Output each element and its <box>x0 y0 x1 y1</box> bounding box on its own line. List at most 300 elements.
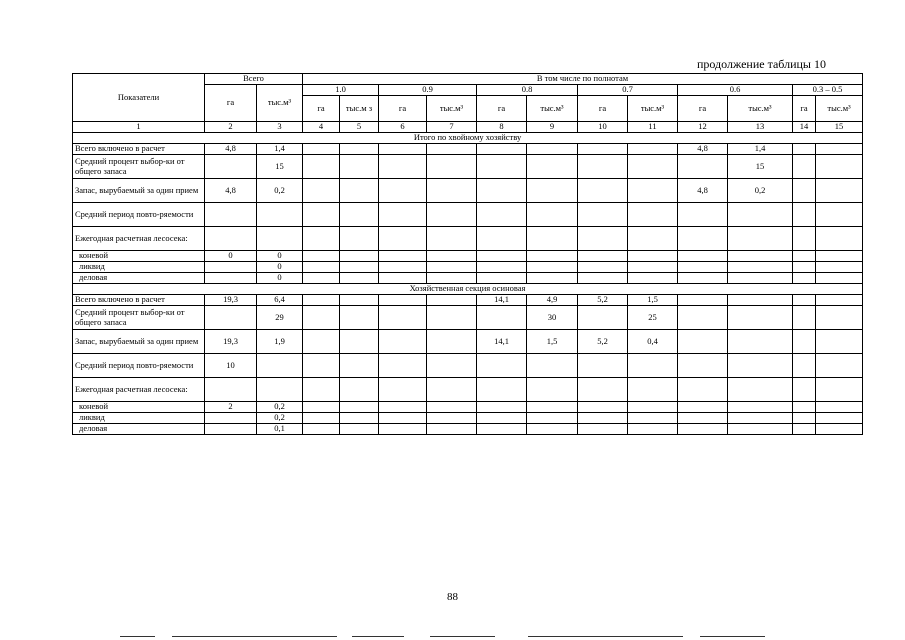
table-cell <box>340 144 379 155</box>
table-cell <box>678 155 728 179</box>
table-cell <box>578 354 628 378</box>
table-row <box>73 179 863 203</box>
row-label: Запас, вырубаемый за один прием <box>73 179 205 203</box>
table-cell <box>793 295 816 306</box>
table-cell <box>578 203 628 227</box>
table-cell <box>578 262 628 273</box>
table-cell: 19,3 <box>205 295 257 306</box>
scan-artifact-line <box>172 636 337 637</box>
table-cell <box>728 413 793 424</box>
table-row <box>73 424 863 435</box>
table-cell <box>728 330 793 354</box>
table-cell <box>793 251 816 262</box>
table-cell: 14,1 <box>477 330 527 354</box>
table-cell <box>816 227 863 251</box>
row-label: ликвид <box>73 262 205 273</box>
table-cell <box>427 306 477 330</box>
table-cell <box>427 262 477 273</box>
table-cell: 4,8 <box>205 144 257 155</box>
table-cell <box>477 354 527 378</box>
header-unit: тыс.м з <box>340 96 379 122</box>
column-number: 11 <box>628 122 678 133</box>
table-cell: 0,2 <box>257 413 303 424</box>
column-number: 14 <box>793 122 816 133</box>
table-cell <box>379 330 427 354</box>
table-cell <box>628 203 678 227</box>
column-number: 5 <box>340 122 379 133</box>
table-cell <box>340 330 379 354</box>
table-cell <box>628 155 678 179</box>
section-title: Итого по хвойному хозяйству <box>73 133 863 144</box>
column-number: 13 <box>728 122 793 133</box>
table-cell: 1,9 <box>257 330 303 354</box>
table-cell <box>477 262 527 273</box>
table-caption: продолжение таблицы 10 <box>696 57 826 71</box>
table-cell <box>527 413 578 424</box>
row-label: Ежегодная расчетная лесосека: <box>73 227 205 251</box>
table-cell: 29 <box>257 306 303 330</box>
table-cell <box>379 295 427 306</box>
table-cell <box>678 413 728 424</box>
table-cell <box>257 227 303 251</box>
table-row <box>73 227 863 251</box>
table-cell: 6,4 <box>257 295 303 306</box>
table-cell <box>728 378 793 402</box>
table-cell <box>628 144 678 155</box>
table-cell <box>340 378 379 402</box>
column-number: 7 <box>427 122 477 133</box>
table-cell: 0 <box>257 262 303 273</box>
column-number: 1 <box>73 122 205 133</box>
header-unit: га <box>379 96 427 122</box>
table-cell <box>728 295 793 306</box>
table-cell <box>205 273 257 284</box>
table-cell <box>303 262 340 273</box>
header-by-density: В том числе по полнотам <box>303 74 863 85</box>
table-cell <box>527 402 578 413</box>
table-cell <box>816 424 863 435</box>
table-cell <box>678 273 728 284</box>
table-cell <box>477 402 527 413</box>
table-cell <box>628 227 678 251</box>
table-cell <box>527 179 578 203</box>
table-cell <box>816 203 863 227</box>
table-cell <box>578 155 628 179</box>
table-cell: 0,2 <box>728 179 793 203</box>
table-cell <box>678 330 728 354</box>
table-cell <box>427 330 477 354</box>
scan-artifact-line <box>120 636 155 637</box>
table-cell <box>728 227 793 251</box>
table-cell <box>427 251 477 262</box>
header-density: 0.9 <box>379 85 477 96</box>
section-title: Хозяйственная секция осиновая <box>73 284 863 295</box>
column-number: 4 <box>303 122 340 133</box>
table-cell <box>816 262 863 273</box>
table-cell <box>728 424 793 435</box>
table-row <box>73 203 863 227</box>
row-label: Ежегодная расчетная лесосека: <box>73 378 205 402</box>
table-cell <box>427 413 477 424</box>
header-indicators: Показатели <box>73 74 205 122</box>
table-cell <box>340 273 379 284</box>
table-cell <box>477 306 527 330</box>
table-cell <box>340 295 379 306</box>
table-cell <box>340 402 379 413</box>
table-cell <box>379 306 427 330</box>
table-cell <box>427 402 477 413</box>
table-cell <box>793 402 816 413</box>
table-cell <box>379 354 427 378</box>
header-unit: га <box>477 96 527 122</box>
table-cell <box>379 227 427 251</box>
table-cell: 5,2 <box>578 295 628 306</box>
table-cell: 4,8 <box>678 144 728 155</box>
header-unit: га <box>793 96 816 122</box>
table-cell <box>379 413 427 424</box>
table-cell <box>205 378 257 402</box>
table-cell <box>793 144 816 155</box>
header-unit: га <box>678 96 728 122</box>
table-cell <box>728 203 793 227</box>
table-cell <box>257 378 303 402</box>
table-cell <box>793 203 816 227</box>
table-row <box>73 354 863 378</box>
table-row <box>73 413 863 424</box>
table-cell: 0 <box>257 273 303 284</box>
table-cell <box>728 402 793 413</box>
table-cell <box>427 155 477 179</box>
table-cell <box>678 402 728 413</box>
row-label: Всего включено в расчет <box>73 144 205 155</box>
table-cell: 0 <box>257 251 303 262</box>
header-density: 1.0 <box>303 85 379 96</box>
table-cell <box>379 262 427 273</box>
table-cell <box>427 144 477 155</box>
table-cell <box>578 251 628 262</box>
table-cell <box>427 424 477 435</box>
table-cell <box>678 424 728 435</box>
row-label: ликвид <box>73 413 205 424</box>
table-cell <box>340 413 379 424</box>
table-cell <box>477 251 527 262</box>
row-label: деловая <box>73 424 205 435</box>
table-cell <box>303 354 340 378</box>
table-cell <box>427 179 477 203</box>
table-cell <box>340 179 379 203</box>
table-cell <box>578 179 628 203</box>
table-cell <box>578 402 628 413</box>
table-cell <box>303 424 340 435</box>
table-cell <box>427 203 477 227</box>
column-number: 10 <box>578 122 628 133</box>
table-cell <box>527 273 578 284</box>
row-label: Средний период повто-ряемости <box>73 354 205 378</box>
page-number: 88 <box>447 591 458 603</box>
row-label: Всего включено в расчет <box>73 295 205 306</box>
table-cell: 1,5 <box>527 330 578 354</box>
header-density: 0.7 <box>578 85 678 96</box>
table-row <box>73 144 863 155</box>
header-unit: тыс.м³ <box>628 96 678 122</box>
table-cell: 14,1 <box>477 295 527 306</box>
table-cell <box>678 378 728 402</box>
table-cell <box>793 306 816 330</box>
table-cell: 19,3 <box>205 330 257 354</box>
column-number: 8 <box>477 122 527 133</box>
table-body <box>73 133 863 435</box>
table-row <box>73 155 863 179</box>
table-cell <box>340 227 379 251</box>
table-cell <box>340 155 379 179</box>
table-cell <box>578 306 628 330</box>
table-row <box>73 262 863 273</box>
table-cell: 30 <box>527 306 578 330</box>
table-cell <box>793 378 816 402</box>
table-cell <box>816 179 863 203</box>
table-cell <box>205 155 257 179</box>
table-cell <box>379 378 427 402</box>
table-cell <box>340 251 379 262</box>
table-cell <box>205 413 257 424</box>
table-cell <box>793 155 816 179</box>
table-cell <box>793 227 816 251</box>
column-number: 2 <box>205 122 257 133</box>
header-unit: тыс.м³ <box>728 96 793 122</box>
table-cell <box>578 424 628 435</box>
header-total: Всего <box>205 74 303 85</box>
table-cell <box>477 203 527 227</box>
table-cell <box>816 251 863 262</box>
table-cell: 0,2 <box>257 179 303 203</box>
table-cell <box>578 144 628 155</box>
table-cell <box>678 354 728 378</box>
scan-artifact-line <box>528 636 683 637</box>
header-unit: тыс.м³ <box>527 96 578 122</box>
table-cell <box>728 262 793 273</box>
table-cell <box>678 203 728 227</box>
row-label: коневой <box>73 402 205 413</box>
table-cell <box>477 424 527 435</box>
table-cell <box>628 413 678 424</box>
table-cell: 15 <box>257 155 303 179</box>
table-cell <box>628 262 678 273</box>
column-numbers-row <box>73 122 863 133</box>
table-cell <box>527 378 578 402</box>
header-density: 0.8 <box>477 85 578 96</box>
table-row <box>73 273 863 284</box>
column-number: 12 <box>678 122 728 133</box>
table-cell <box>816 378 863 402</box>
table-cell <box>379 251 427 262</box>
row-label: деловая <box>73 273 205 284</box>
table-cell <box>477 144 527 155</box>
table-cell <box>628 424 678 435</box>
table-cell <box>340 424 379 435</box>
table-cell <box>379 155 427 179</box>
table-cell <box>628 402 678 413</box>
table-cell <box>816 295 863 306</box>
table-row <box>73 378 863 402</box>
table-cell <box>205 424 257 435</box>
table-cell <box>816 273 863 284</box>
header-density: 0.3 – 0.5 <box>793 85 863 96</box>
table-cell <box>205 227 257 251</box>
table-cell <box>303 306 340 330</box>
table-cell <box>340 354 379 378</box>
table-cell <box>793 179 816 203</box>
table-cell <box>303 179 340 203</box>
table-cell <box>628 273 678 284</box>
table-cell <box>340 262 379 273</box>
table-cell <box>793 413 816 424</box>
column-number: 6 <box>379 122 427 133</box>
table-cell <box>303 295 340 306</box>
table-cell <box>793 273 816 284</box>
table-cell <box>303 227 340 251</box>
table-cell: 4,8 <box>678 179 728 203</box>
table-row <box>73 306 863 330</box>
column-number: 9 <box>527 122 578 133</box>
table-cell: 15 <box>728 155 793 179</box>
table-cell <box>379 402 427 413</box>
table-cell <box>477 378 527 402</box>
table-cell <box>793 330 816 354</box>
row-label: Средний период повто-ряемости <box>73 203 205 227</box>
table-cell <box>678 251 728 262</box>
table-cell <box>578 378 628 402</box>
table-cell <box>527 227 578 251</box>
table-cell: 0,2 <box>257 402 303 413</box>
table-cell: 4,8 <box>205 179 257 203</box>
table-cell <box>340 203 379 227</box>
row-label: Средний процент выбор-ки от общего запаса <box>73 155 205 179</box>
header-density: 0.6 <box>678 85 793 96</box>
table-cell <box>427 295 477 306</box>
table-cell <box>427 273 477 284</box>
table-cell <box>379 203 427 227</box>
table-cell <box>427 378 477 402</box>
table-cell: 1,4 <box>728 144 793 155</box>
header-unit: га <box>205 85 257 122</box>
table-cell <box>257 203 303 227</box>
table-cell <box>303 330 340 354</box>
table-cell <box>527 262 578 273</box>
table-cell <box>303 413 340 424</box>
table-cell <box>303 273 340 284</box>
table-row <box>73 251 863 262</box>
table-cell <box>527 424 578 435</box>
table-cell <box>477 273 527 284</box>
table-cell <box>477 227 527 251</box>
table-cell <box>527 354 578 378</box>
table-cell <box>816 413 863 424</box>
table-cell <box>205 203 257 227</box>
table-cell: 0 <box>205 251 257 262</box>
header-unit: тыс.м³ <box>816 96 863 122</box>
table-cell <box>728 251 793 262</box>
table-cell <box>379 144 427 155</box>
header-unit: тыс.м³ <box>427 96 477 122</box>
table-cell <box>578 413 628 424</box>
table-cell <box>340 306 379 330</box>
table-cell <box>527 251 578 262</box>
table-cell <box>205 306 257 330</box>
row-label: Запас, вырубаемый за один прием <box>73 330 205 354</box>
scan-artifact-line <box>700 636 765 637</box>
table-cell <box>379 273 427 284</box>
table-cell: 1,5 <box>628 295 678 306</box>
row-label: коневой <box>73 251 205 262</box>
table-cell <box>303 402 340 413</box>
table-cell <box>628 179 678 203</box>
table-row <box>73 330 863 354</box>
table-cell <box>205 262 257 273</box>
table-cell <box>527 203 578 227</box>
column-number: 3 <box>257 122 303 133</box>
table-cell <box>728 354 793 378</box>
table-cell <box>816 402 863 413</box>
table-cell: 4,9 <box>527 295 578 306</box>
table-cell <box>303 251 340 262</box>
scan-artifact-line <box>352 636 404 637</box>
table-cell <box>303 203 340 227</box>
table-cell <box>257 354 303 378</box>
table-cell <box>816 354 863 378</box>
table-cell <box>578 273 628 284</box>
table-cell <box>678 295 728 306</box>
column-number: 15 <box>816 122 863 133</box>
table-cell: 0,4 <box>628 330 678 354</box>
table-row <box>73 402 863 413</box>
table-cell <box>816 155 863 179</box>
header-unit: тыс.м³ <box>257 85 303 122</box>
table-cell <box>379 424 427 435</box>
table-cell <box>628 354 678 378</box>
table-cell <box>793 424 816 435</box>
row-label: Средний процент выбор-ки от общего запаса <box>73 306 205 330</box>
table-cell <box>303 378 340 402</box>
forest-data-table <box>72 73 863 435</box>
table-cell: 2 <box>205 402 257 413</box>
header-unit: га <box>578 96 628 122</box>
table-cell: 25 <box>628 306 678 330</box>
scan-artifact-line <box>430 636 495 637</box>
table-cell <box>678 262 728 273</box>
table-cell <box>427 227 477 251</box>
table-cell <box>793 262 816 273</box>
header-unit: га <box>303 96 340 122</box>
table-cell <box>527 155 578 179</box>
table-cell <box>477 179 527 203</box>
table-cell <box>379 179 427 203</box>
table-cell <box>578 227 628 251</box>
table-cell <box>728 306 793 330</box>
table-cell: 10 <box>205 354 257 378</box>
table-cell <box>477 155 527 179</box>
table-row <box>73 295 863 306</box>
table-cell: 1,4 <box>257 144 303 155</box>
table-cell: 5,2 <box>578 330 628 354</box>
table-cell <box>427 354 477 378</box>
table-cell <box>303 155 340 179</box>
table-cell <box>628 378 678 402</box>
table-cell <box>303 144 340 155</box>
table-cell <box>728 273 793 284</box>
table-cell <box>816 330 863 354</box>
table-cell <box>678 306 728 330</box>
table-cell <box>816 144 863 155</box>
